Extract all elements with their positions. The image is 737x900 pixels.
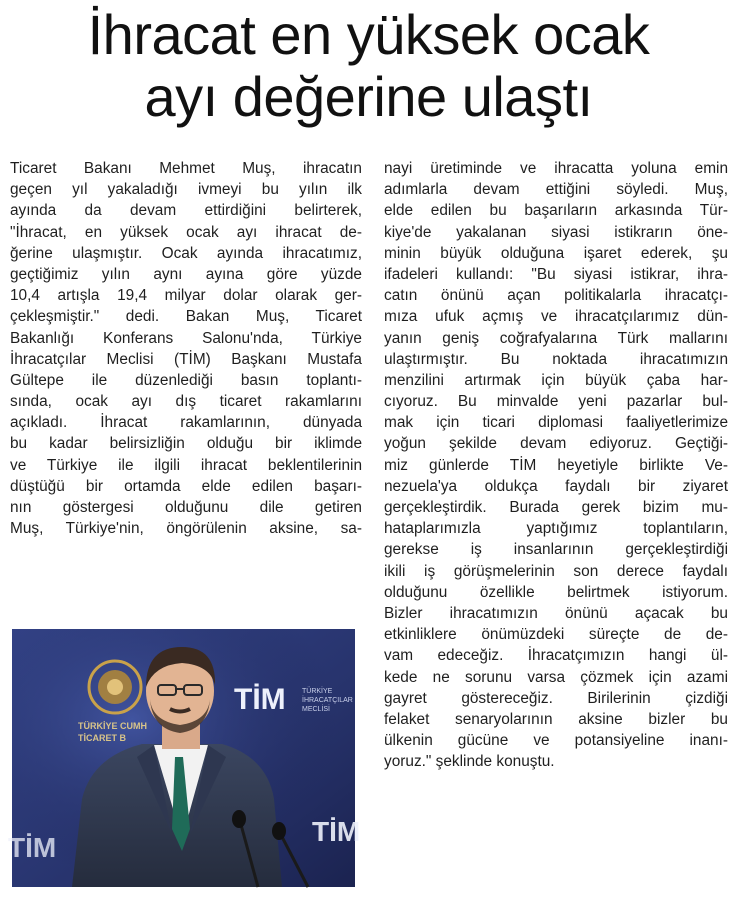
body-line: geçtiğimiz yılın aynı ayına göre yüzde [10,265,362,283]
article-body-left-column [10,158,362,539]
body-line: olduğunu özellikle belirtmek istiyorum. [384,583,728,601]
body-line: kiye'de yakalanan siyasi istikrarın öne- [384,223,728,241]
tim-logo-bottom-left: TİM [8,832,57,863]
headline-line-2: ayı değerine ulaştı [144,65,593,128]
body-line: mıza ufuk açmış ve ihracatçılarımız dün- [384,308,728,326]
body-line: gerçekleştirdik. Burada gerek bizim mu- [384,499,728,516]
body-line: yoğun şekilde devam ediyoruz. Geçtiği- [384,435,728,453]
body-line: çekleşmiştir." dedi. Bakan Muş, Ticaret [10,308,362,326]
body-line: Muş, Türkiye'nin, öngörülenin aksine, sa- [10,520,362,538]
tim-logo-bottom: TİM [312,816,361,847]
body-line: nayi üretiminde ve ihracatta yoluna emin [384,160,728,177]
body-line: "İhracat, en yüksek ocak ayı ihracat de- [10,223,362,241]
body-line: catın önünü açan politikalarla ihracatçı- [384,287,728,305]
body-line: kede ne sorunu varsa çözmek için azami [384,668,728,686]
body-line: vam edeceğiz. İhracatçımızın hangi ül- [384,647,728,665]
body-line: ikili iş görüşmelerinin son derece faydalı [384,562,728,580]
body-line: Bakanlığı Konferans Salonu'nda, Türkiye [10,329,362,347]
body-line: bu kadar belirsizliğin olduğu bir iklimde [10,435,362,453]
body-line: etkinliklere önümüzdeki süreçte de de- [384,626,728,644]
body-line: nın göstergesi olduğunu dile getiren [10,499,362,516]
article-headline [0,4,737,128]
body-line: Ticaret Bakanı Mehmet Muş, ihracatın [10,160,362,177]
body-line: 10,4 artışla 19,4 milyar dolar olarak ger- [10,287,362,305]
article-photo [8,629,361,887]
article-body-right-column [384,158,728,772]
body-line: elde edilen bu başarıların arkasında Tür- [384,202,728,220]
tim-logo-small-3: MECLİSİ [302,706,331,713]
body-line: hataplarımızla yaptığımız toplantıların, [384,520,728,538]
body-line: geçen yıl yakaladığı ivmeyi bu yılın ilk [10,181,362,199]
body-line: menzilini artırmak için büyük çaba har- [384,371,728,389]
body-line: Bizler ihracatımızın önünü açacak bu [384,604,728,622]
body-line: ulaştırmıştır. Bu noktada ihracatımızın [384,350,728,368]
tim-logo: TİM [234,683,286,716]
body-line: açıkladı. İhracat rakamlarının, dünyada [10,414,362,432]
body-line: nezuela'ya oldukça faydalı bir ziyaret [384,477,728,495]
body-line: ve Türkiye ile ilgili ihracat beklentilerinin [10,456,362,474]
body-line: ülkenin gücüne ve potansiyeline inanı- [384,732,728,750]
body-line: mak için ticari diplomasi faaliyetlerimize [384,414,728,432]
tim-logo-small-2: İHRACATÇILAR [302,697,353,704]
body-line: gayret göstereceğiz. Birilerinin çizdiği [384,689,728,707]
body-line: Gültepe ile düzenlediği basın toplantı- [10,371,362,389]
photo-illustration [8,629,361,887]
body-line: yoruz." şeklinde konuştu. [384,753,555,771]
body-line: düştüğü bir ortamda elde edilen başarı- [10,477,362,495]
tim-logo-small-1: TÜRKİYE [302,688,333,695]
body-line: cıyoruz. Bu minvalde yeni pazarlar bul- [384,393,728,411]
body-line: gerekse iş insanlarının gerçekleştirdiği [384,541,728,559]
body-line: sında, ocak ayı dış ticaret rakamlarını [10,393,362,411]
body-line: ğerine ulaşmıştır. Ocak ayında ihracatımız, [10,244,362,262]
backdrop-left-text-1: TÜRKİYE CUMH [78,721,147,731]
body-line: İhracatçılar Meclisi (TİM) Başkanı Mustafa [10,350,362,368]
body-line: felaket senaryolarının aksine bizler bu [384,710,728,728]
body-line: ayında da devam ettirdiğini belirterek, [10,202,362,220]
body-line: adımlarla devam ettiğini söyledi. Muş, [384,181,728,199]
headline-line-1: İhracat en yüksek ocak [87,3,650,66]
body-line: miz günlerde TİM heyetiyle birlikte Ve- [384,456,728,474]
body-line: yanın geniş coğrafyalarına Türk mallarını [384,329,728,347]
body-line: minin büyük olduğuna işaret ederek, şu [384,244,728,262]
backdrop-left-text-2: TİCARET B [78,733,126,743]
body-line: ifadeleri kullandı: "Bu siyasi istikrar, ihra- [384,265,728,283]
